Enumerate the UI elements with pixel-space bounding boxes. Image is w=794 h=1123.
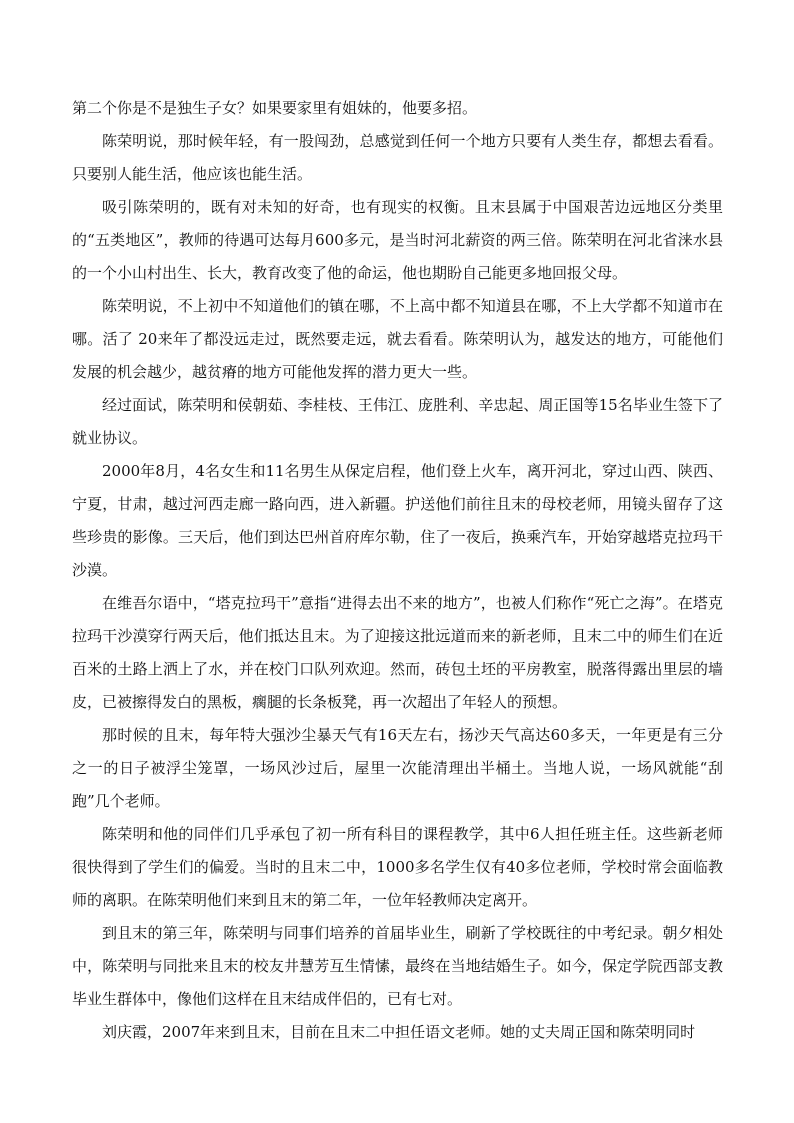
paragraph-7: 在维吾尔语中，“塔克拉玛干”意指“进得去出不来的地方”，也被人们称作“死亡之海”。在塔克拉玛干沙漠穿行两天后，他们抵达且末。为了迎接这批远道而来的新老师，且末二中的师生们在近百米的土路上洒上了水，并在校门口队列欢迎。然而，砖包土坯的平房教室，脱落得露出里层的墙皮，已被擦得发白的黑板，瘸腿的长条板凳，再一次超出了年轻人的预想。 — [72, 594, 723, 711]
document-page — [72, 92, 723, 1049]
paragraph-8: 那时候的且末，每年特大强沙尘暴天气有16天左右，扬沙天气高达60多天，一年更是有三分之一的日子被浮尘笼罩，一场风沙过后，屋里一次能清理出半桶土。当地人说，一场风就能“刮跑”几个老师。 — [72, 726, 723, 810]
paragraph-1: 第二个你是不是独生子女？如果要家里有姐妹的，他要多招。 — [72, 99, 478, 117]
paragraph-2: 陈荣明说，那时候年轻，有一股闯劲，总感觉到任何一个地方只要有人类生存，都想去看看。只要别人能生活，他应该也能生活。 — [72, 132, 723, 183]
paragraph-4: 陈荣明说，不上初中不知道他们的镇在哪，不上高中都不知道县在哪，不上大学都不知道市在哪。活了 20来年了都没远走过，既然要走远，就去看看。陈荣明认为，越发达的地方，可能他们发展的机会越少，越贫瘠的地方可能他发挥的潜力更大一些。 — [72, 297, 723, 381]
paragraph-10: 到且末的第三年，陈荣明与同事们培养的首届毕业生，刷新了学校既往的中考纪录。朝夕相处中，陈荣明与同批来且末的校友井慧芳互生情愫，最终在当地结婚生子。如今，保定学院西部支教毕业生群体中，像他们这样在且末结成伴侣的，已有七对。 — [72, 924, 723, 1008]
paragraph-11: 刘庆霞，2007年来到且末，目前在且末二中担任语文老师。她的丈夫周正国和陈荣明同时 — [102, 1023, 696, 1041]
paragraph-3: 吸引陈荣明的，既有对未知的好奇，也有现实的权衡。且末县属于中国艰苦边远地区分类里的“五类地区”，教师的待遇可达每月600多元，是当时河北薪资的两三倍。陈荣明在河北省涞水县的一个小山村出生、长大，教育改变了他的命运，他也期盼自己能更多地回报父母。 — [72, 198, 723, 282]
paragraph-6: 2000年8月，4名女生和11名男生从保定启程，他们登上火车，离开河北，穿过山西、陕西、宁夏，甘肃，越过河西走廊一路向西，进入新疆。护送他们前往且末的母校老师，用镜头留存了这些珍贵的影像。三天后，他们到达巴州首府库尔勒，住了一夜后，换乘汽车，开始穿越塔克拉玛干沙漠。 — [72, 462, 723, 579]
paragraph-5: 经过面试，陈荣明和侯朝茹、李桂枝、王伟江、庞胜利、辛忠起、周正国等15名毕业生签下了就业协议。 — [72, 396, 723, 447]
paragraph-9: 陈荣明和他的同伴们几乎承包了初一所有科目的课程教学，其中6人担任班主任。这些新老师很快得到了学生们的偏爱。当时的且末二中，1000多名学生仅有40多位老师，学校时常会面临教师的离职。在陈荣明他们来到且末的第二年，一位年轻教师决定离开。 — [72, 825, 723, 909]
